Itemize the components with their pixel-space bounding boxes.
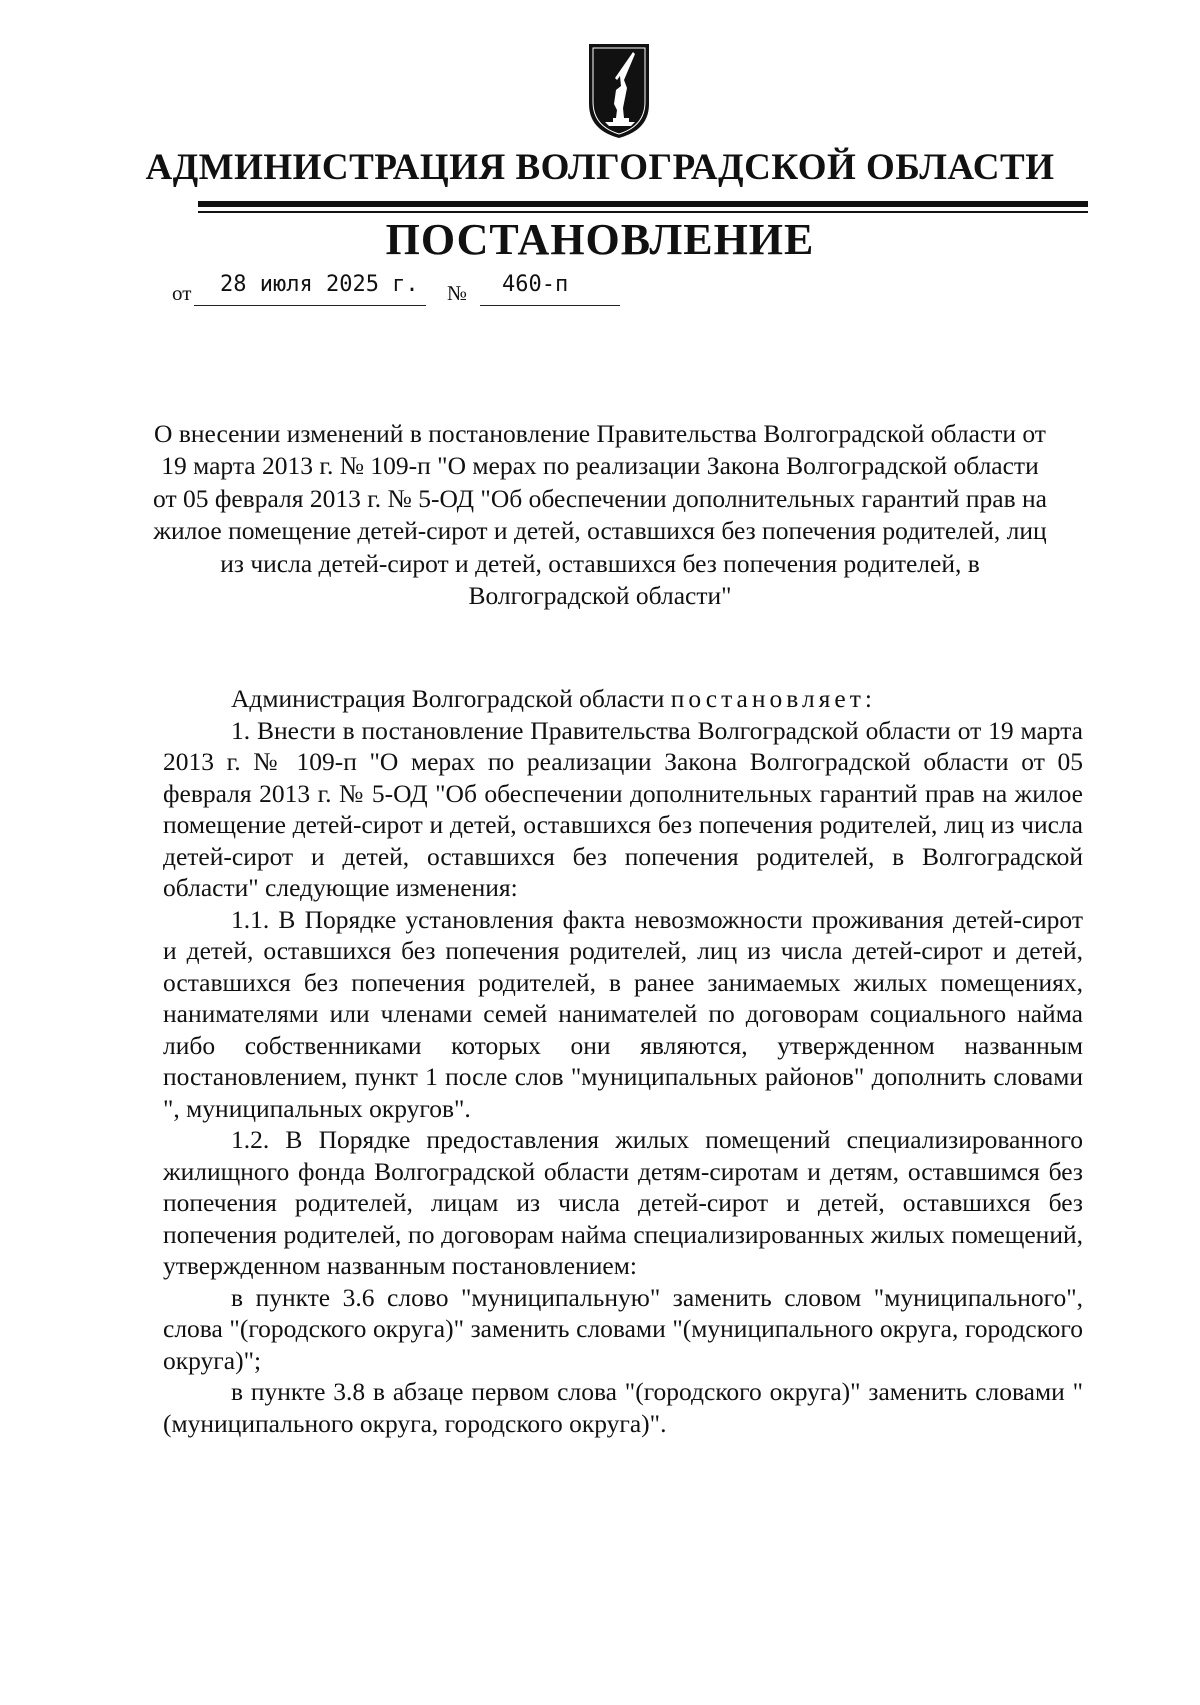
date-number-row [172,272,622,312]
preamble-verb: постановляет: [670,684,876,713]
date-underline [194,305,426,306]
header-rule-thin [198,211,1088,213]
date-value: 28 июля 2025 г. [220,272,419,297]
paragraph-clause-3-6: в пункте 3.6 слово "муниципальную" заменить словом "муниципального", слова "(городского округа)" заменить словами "(муниципального округа, городского округа)"; [163,1282,1083,1375]
paragraph-clause-3-8: в пункте 3.8 в абзаце первом слова "(городского округа)" заменить словами "(муниципального округа, городского округа)". [163,1377,1083,1438]
paragraph-1-2: 1.2. В Порядке предоставления жилых помещений специализированного жилищного фонда Волгоградской области детям-сиротам и детям, оставшимся без попечения родителей, лицам из числа детей-сирот и детей, оставшихся без попечения родителей, по договорам найма специализированных жилых помещений, утвержденном названным постановлением: [163,1125,1083,1280]
date-label: от [172,281,192,305]
preamble [163,683,1083,715]
organization-title: АДМИНИСТРАЦИЯ ВОЛГОГРАДСКОЙ ОБЛАСТИ [145,147,1055,188]
number-underline [480,305,620,306]
paragraph-1: 1. Внести в постановление Правительства Волгоградской области от 19 марта 2013 г. № 109-п "О мерах по реализации Закона Волгоградской области от 05 февраля 2013 г. № 5-ОД "Об обеспечении дополнительных гарантий прав на жилое помещение детей-сирот и детей, оставшихся без попечения родителей, лиц из числа детей-сирот и детей, оставшихся без попечения родителей, в Волгоградской области" следующие изменения: [163,715,1083,902]
paragraph-1-1: 1.1. В Порядке установления факта невозможности проживания детей-сирот и детей, оставшихся без попечения родителей, лиц из числа детей-сирот и детей, оставшихся без попечения родителей, в ранее занимаемых жилых помещениях, нанимателями или членами семей нанимателей по договорам социального найма либо собственниками которых они являются, утвержденном названным постановлением, пункт 1 после слов "муниципальных районов" дополнить словами ", муниципальных округов". [163,904,1083,1123]
preamble-subject: Администрация Волгоградской области [231,684,665,713]
number-label: № [447,281,468,305]
number-value: 460-п [502,272,569,297]
document-type: ПОСТАНОВЛЕНИЕ [385,215,815,264]
header-rule-thick [198,201,1088,207]
document-subject: О внесении изменений в постановление Правительства Волгоградской области от 19 марта 2013 г. № 109-п "О мерах по реализации Закона Волгоградской области от 05 февраля 2013 г. № 5-ОД "Об обеспечении дополнительных гарантий прав на жилое помещение детей-сирот и детей, оставшихся без попечения родителей, лиц из числа детей-сирот и детей, оставшихся без попечения родителей, в Волгоградской области" [153,419,1047,611]
coat-of-arms-icon [587,42,651,140]
document-body [163,683,1083,1439]
